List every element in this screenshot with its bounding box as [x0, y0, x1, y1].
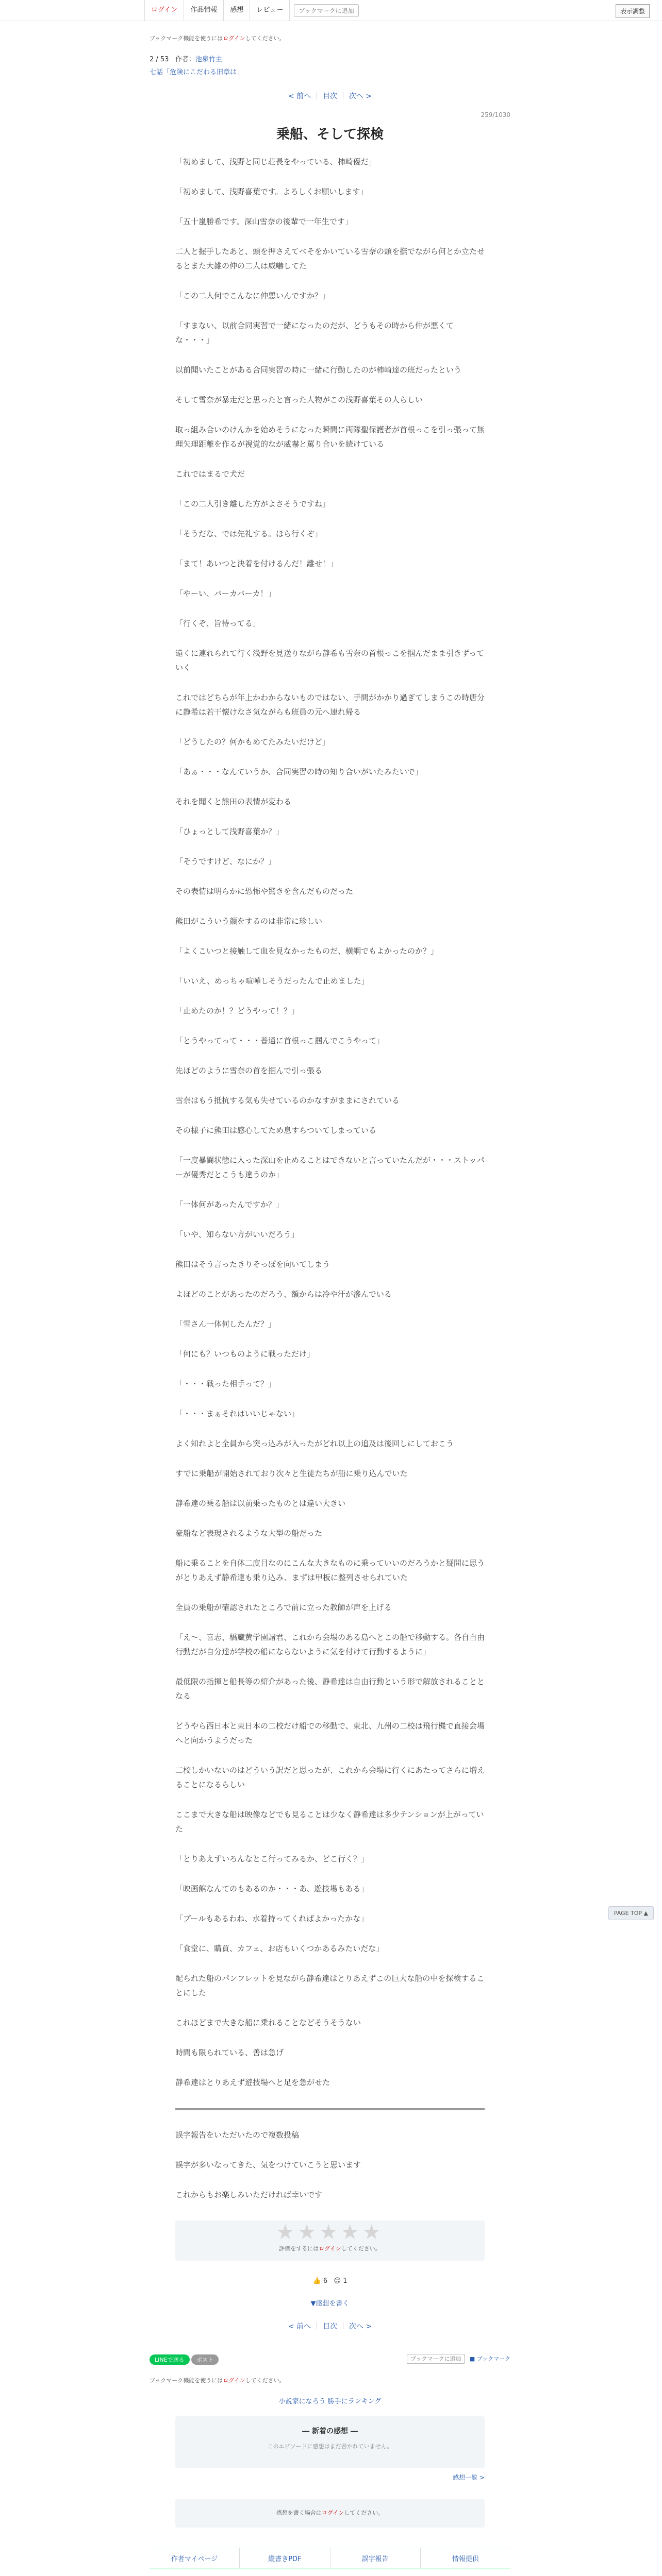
body-paragraph: よほどのことがあったのだろう、額からは冷や汗が滲んでいる — [175, 1290, 392, 1299]
reactions — [150, 2277, 510, 2285]
afterword — [175, 2128, 485, 2217]
body-paragraph: 遠くに連れられて行く浅野を見送りながら静希も雪奈の首根っこを掴んだまま引きずっていく — [175, 649, 485, 672]
login-link[interactable]: ログイン — [144, 0, 184, 21]
rating-stars[interactable]: ★★★★★ — [276, 2221, 384, 2244]
series-title-link[interactable]: 七話「危険にこだわる旧章は」 — [150, 69, 244, 76]
body-paragraph: 雪奈はもう抵抗する気も失せているのかなすがままにされている — [175, 1096, 400, 1105]
body-paragraph: 「映画館なんてのもあるのか・・・あ、遊技場もある」 — [175, 1884, 369, 1893]
body-paragraph: 熊田がこういう顔をするのは非常に珍しい — [175, 917, 323, 926]
rebyu-link[interactable]: レビュー — [250, 0, 290, 21]
episode-number: 259/1030 — [481, 111, 510, 118]
body-paragraph: 「すまない、以前合同実習で一緒になったのだが、どうもその時から仲が悪くてな・・・」 — [175, 321, 454, 345]
body-paragraph: 「行くぞ、旨待ってる」 — [175, 619, 260, 628]
body-paragraph: すでに乗船が開始されており次々と生徒たちが船に乗り込んでいた — [175, 1469, 408, 1478]
body-paragraph: 「え～、喜志、橋蔵黄学園諸君、これから会場のある島へとこの船で移動する。各自自由行動だが自分達が学校の船にならないように気を付けて行動するように」 — [175, 1633, 485, 1656]
review-list-link[interactable]: 感想一覧 > — [453, 2474, 485, 2481]
body-paragraph: 静希達の乗る船は以前乗ったものとは違い大きい — [175, 1499, 346, 1508]
review-link[interactable]: 感想 — [224, 0, 250, 21]
body-paragraph: 「五十嵐勝希です。深山雪奈の後輩で一年生です」 — [175, 217, 353, 226]
body-paragraph: 「食堂に、購買、カフェ、お店もいくつかあるみたいだな」 — [175, 1944, 384, 1953]
body-paragraph: 「雪さん一体何したんだ？」 — [175, 1319, 276, 1329]
author-mypage-link[interactable]: 作者マイページ — [150, 2548, 240, 2568]
body-paragraph: よく知れよと全員から突っ込みが入ったがどれ以上の追及は後回しにしておこう — [175, 1439, 454, 1448]
body-paragraph: 「どうしたの？何かもめてたみたいだけど」 — [175, 737, 330, 747]
new-reviews-box — [175, 2416, 485, 2468]
write-review-link[interactable]: ▼感想を書く — [310, 2300, 350, 2308]
body-paragraph: 「プールもあるわね、水着持ってくればよかったかな」 — [175, 1914, 369, 1923]
bookmark-login-notice: ブックマーク機能を使うにはログインしてください。 — [150, 35, 285, 42]
pager-bottom: < 前へ ｜ 目次 ｜ 次へ > — [288, 2323, 372, 2331]
chapter-body — [175, 155, 485, 2105]
afterword-paragraph: これからもお楽しみいただければ幸いです — [175, 2190, 323, 2199]
body-paragraph: これではどちらが年上かわからないものではない、手間がかかり過ぎてしまうこの時唐分に静希は若干懐けなさ気ながらも班員の元へ連れ帰る — [175, 693, 485, 717]
series-info: 2 / 53 作者：池泉竹主 七話「危険にこだわる旧章は」 — [150, 54, 510, 76]
new-reviews-empty: このエピソードに感想はまだ書かれていません。 — [267, 2443, 393, 2450]
body-paragraph: 豪船など表現されるような大型の船だった — [175, 1529, 323, 1538]
work-info-link[interactable]: 作品情報 — [184, 0, 224, 21]
bookmark-add-button[interactable]: ブックマークに追加 — [294, 4, 358, 17]
toc-link-bottom[interactable]: 目次 — [323, 2323, 337, 2331]
body-paragraph: 「あぁ・・・なんていうか、合同実習の時の知り合いがいたみたいで」 — [175, 767, 423, 776]
pager-top: < 前へ ｜ 目次 ｜ 次へ > — [288, 92, 372, 100]
prev-link-bottom[interactable]: < 前へ — [288, 2323, 311, 2331]
body-paragraph: 「とうやってって・・・普通に首根っこ掴んでこうやって」 — [175, 1036, 385, 1045]
body-paragraph: 静希達はとりあえず遊技場へと足を急がせた — [175, 2078, 330, 2087]
chapter-title: 乗船、そして探検 — [276, 127, 384, 142]
body-paragraph: 「いいえ、めっちゃ喧嘩しそうだったんで止めました」 — [175, 976, 369, 986]
rating-login-notice: 評価をするにはログインしてください。 — [279, 2245, 381, 2252]
body-paragraph: どうやら西日本と東日本の二校だけ船での移動で、東北、九州の二校は飛行機で直接会場へと向かうようだった — [175, 1721, 485, 1745]
body-paragraph: 最低限の指揮と船長等の紹介があった後、静希達は自由行動という形で解放されることとなる — [175, 1677, 485, 1701]
body-paragraph: その表情は明らかに恐怖や驚きを含んだものだった — [175, 887, 354, 896]
bookmark-add-button-bottom[interactable]: ブックマークに追加 — [407, 2354, 465, 2364]
afterword-paragraph: 誤字が多いなってきた、気をつけていこうと思います — [175, 2160, 361, 2170]
body-paragraph: 「この二人何でこんなに仲悪いんですか？」 — [175, 291, 330, 300]
display-settings-button[interactable]: 表示調整 — [616, 4, 650, 18]
body-paragraph: 「まて！あいつと決着を付けるんだ！離せ！」 — [175, 559, 338, 568]
body-paragraph: 二校しかいないのはどういう訳だと思ったが、これから会場に行くにあたってさらに増えることになるらしい — [175, 1766, 485, 1789]
toc-link[interactable]: 目次 — [323, 92, 337, 100]
body-paragraph: 「何にも？いつものように戦っただけ」 — [175, 1349, 315, 1359]
body-paragraph: その様子に熊田は感心してため息すらついてしまっている — [175, 1126, 376, 1135]
author-link[interactable]: 池泉竹主 — [195, 56, 222, 63]
body-paragraph: 取っ組み合いのけんかを始めそうになった瞬間に両隊聖保護者が首根っこを引っ張って無理矢理距離を作るが視覚的なが威嚇と罵り合いを続けている — [175, 425, 485, 449]
login-link-inline[interactable]: ログイン — [223, 35, 245, 42]
body-paragraph: 時間も限られている、善は急げ — [175, 2048, 284, 2057]
body-paragraph: 配られた船のパンフレットを見ながら静希達はとりあえずこの巨大な船の中を探検することにした — [175, 1974, 485, 1997]
prev-link[interactable]: < 前へ — [288, 92, 311, 100]
body-paragraph: それを聞くと熊田の表情が変わる — [175, 797, 292, 806]
body-paragraph: 「一度暴闘状態に入った深山を止めることはできないと言っていたんだが・・・ストッパーが優秀だとこうも違うのか」 — [175, 1156, 485, 1179]
body-paragraph: 熊田はそう言ったきりそっぽを向いてしまう — [175, 1260, 330, 1269]
body-paragraph: 「やーい、バーカバーカ！」 — [175, 589, 276, 598]
body-paragraph: 「よくこいつと接触して血を見なかったものだ、横綱でもよかったのか？」 — [175, 946, 439, 956]
x-post-button[interactable]: ポスト — [191, 2354, 219, 2365]
body-paragraph: 二人と握手したあと、頭を押さえてべそをかいている雪奈の頭を撫でながら何とか立たせるとまた大雑の仲の二人は威嚇してた — [175, 247, 485, 270]
top-bar — [0, 0, 662, 21]
rating-box — [175, 2221, 485, 2261]
next-link[interactable]: 次へ > — [349, 92, 372, 100]
afterword-divider — [175, 2108, 485, 2110]
footer-tabs — [150, 2548, 510, 2569]
body-paragraph: 全員の乗船が確認されたところで前に立った教師が声を上げる — [175, 1603, 392, 1612]
body-paragraph: これほどまで大きな船に乗れることなどそうそうない — [175, 2018, 361, 2027]
header-nav — [144, 0, 359, 21]
like-reaction[interactable]: 👍 6 — [312, 2277, 328, 2285]
body-paragraph: 「・・・戦った相手って？」 — [175, 1379, 276, 1388]
ranking-link[interactable]: 小説家になろう 勝手にランキング — [278, 2398, 382, 2405]
body-paragraph: 「この二人引き離した方がよさそうですね」 — [175, 499, 330, 509]
next-link-bottom[interactable]: 次へ > — [349, 2323, 372, 2331]
afterword-paragraph: 誤字報告をいただいたので複数投稿 — [175, 2130, 300, 2140]
smile-reaction[interactable]: 😊 1 — [334, 2277, 347, 2285]
body-paragraph: これではまるで犬だ — [175, 469, 245, 479]
body-paragraph: 「とりあえずいろんなとこ行ってみるか、どこ行く？」 — [175, 1854, 369, 1863]
new-reviews-heading: ― 新着の感想 ― — [302, 2427, 358, 2435]
body-paragraph: 「ひょっとして浅野喜葉か？」 — [175, 827, 284, 836]
body-paragraph: 「そうだな、では先礼する。ほら行くぞ」 — [175, 529, 323, 538]
body-paragraph: 「そうですけど、なにか？」 — [175, 857, 276, 866]
review-login-box: 感想を書く場合はログインしてください。 — [175, 2499, 485, 2528]
body-paragraph: 「初めまして、浅野喜葉です。よろしくお願いします」 — [175, 187, 368, 196]
line-share-button[interactable]: LINEで送る — [150, 2354, 190, 2365]
share-bar — [150, 2354, 510, 2365]
vertical-pdf-link[interactable]: 縦書きPDF — [240, 2548, 330, 2568]
body-paragraph: 「いや、知らない方がいいだろう」 — [175, 1230, 299, 1239]
bookmark-login-notice-bottom: ブックマーク機能を使うにはログインしてください。 — [150, 2377, 285, 2384]
body-paragraph: 「止めたのか！？どうやって！？」 — [175, 1006, 300, 1015]
body-paragraph: 「一体何があったんですか？」 — [175, 1200, 284, 1209]
typo-report-link[interactable]: 誤字報告 — [330, 2548, 421, 2568]
body-paragraph: 「・・・まぁそれはいいじゃない」 — [175, 1409, 300, 1418]
body-paragraph: 以前聞いたことがある合同実習の時に一緒に行動したのが柿崎達の班だったという — [175, 365, 462, 375]
body-paragraph: 船に乗ることを自体二度目なのにこんな大きなものに乗っていいのだろうかと疑問に思うがとりあえず静希達も乗り込み、まずは甲板に整列させられていた — [175, 1558, 485, 1582]
episode-count: 2 / 53 — [150, 56, 169, 63]
body-paragraph: そして雪奈が暴走だと思ったと言った人物がこの浅野喜葉その人らしい — [175, 395, 423, 404]
body-paragraph: 先ほどのように雪奈の首を掴んで引っ張る — [175, 1066, 323, 1075]
bookmark-link[interactable]: ■ ブックマーク — [469, 2355, 510, 2362]
info-provide-link[interactable]: 情報提供 — [452, 2555, 479, 2563]
body-paragraph: ここまで大きな船は映像などでも見ることは少なく静希達は多少テンションが上がっていた — [175, 1810, 484, 1834]
page-top-button[interactable]: PAGE TOP ▲ — [608, 1906, 654, 1920]
body-paragraph: 「初めまして、浅野と同じ荘長をやっている、柿崎優だ」 — [175, 157, 376, 166]
